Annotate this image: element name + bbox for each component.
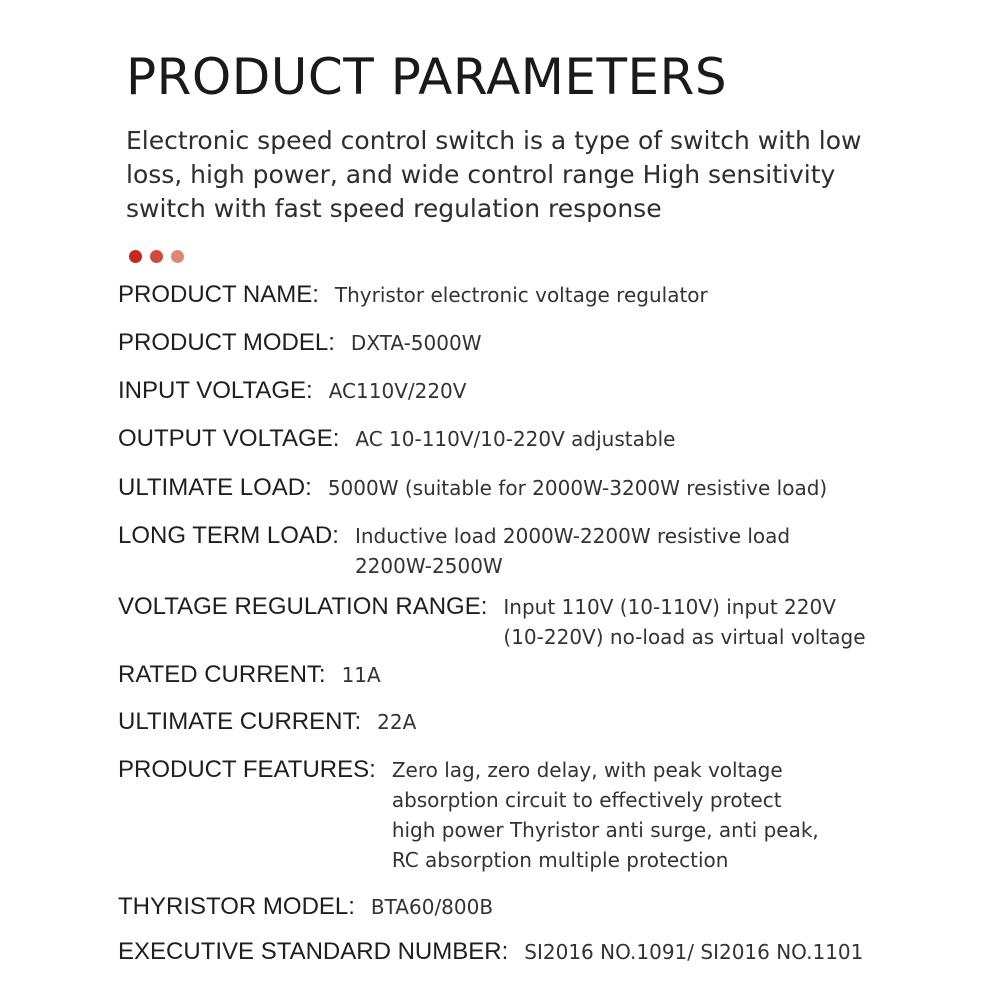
param-value-line: RC absorption multiple protection [391,848,729,872]
param-value-line: Thyristor electronic voltage regulator [334,283,708,307]
param-value-line: AC 10-110V/10-220V adjustable [355,427,676,451]
param-row-long-term-load [118,521,790,581]
param-value-line: absorption circuit to effectively protect [391,788,782,812]
intro-paragraph: Electronic speed control switch is a type of switch with low loss, high power, and wide control range High sensitivity switch with fast speed regulation response [126,126,862,223]
param-value-line: 5000W (suitable for 2000W-3200W resistive load) [327,476,828,500]
param-label: THYRISTOR MODEL: [118,893,355,920]
param-label: INPUT VOLTAGE: [118,377,313,404]
param-row-product-features [118,755,819,875]
param-row-thyristor-model [118,892,493,922]
dot-icon [150,250,163,263]
param-value [524,937,863,967]
dot-icon [171,250,184,263]
param-value [351,328,482,358]
param-label: EXECUTIVE STANDARD NUMBER: [118,938,509,965]
param-row-voltage-regulation-range [118,592,866,652]
param-value-line: Inductive load 2000W-2200W resistive load [354,524,791,548]
param-value-line: DXTA-5000W [350,331,482,355]
param-label: VOLTAGE REGULATION RANGE: [118,593,488,620]
param-value-line: Input 110V (10-110V) input 220V [503,595,836,619]
param-label: ULTIMATE CURRENT: [118,708,362,735]
param-value-line: Zero lag, zero delay, with peak voltage [391,758,783,782]
param-row-executive-standard-number [118,937,863,967]
param-label: ULTIMATE LOAD: [118,474,312,501]
param-value-line: BTA60/800B [370,895,494,919]
param-row-product-model [118,328,481,358]
param-value-line: AC110V/220V [328,379,467,403]
param-row-input-voltage [118,376,466,406]
param-label: PRODUCT MODEL: [118,329,335,356]
param-value-line: (10-220V) no-load as virtual voltage [503,625,866,649]
param-label: PRODUCT FEATURES: [118,756,376,783]
param-value [355,424,675,454]
param-value [371,892,493,922]
param-value [329,376,467,406]
param-value [503,592,865,652]
param-value [342,660,381,690]
param-value-line: SI2016 NO.1091/ SI2016 NO.1101 [524,940,864,964]
param-value [392,755,819,875]
param-row-output-voltage [118,424,675,454]
param-value-line: high power Thyristor anti surge, anti peak, [391,818,819,842]
param-label: OUTPUT VOLTAGE: [118,425,340,452]
param-value [355,521,790,581]
param-label: RATED CURRENT: [118,661,326,688]
param-row-rated-current [118,660,381,690]
param-label: PRODUCT NAME: [118,281,319,308]
param-row-ultimate-load [118,473,827,503]
param-value-line: 2200W-2500W [354,554,503,578]
param-value [377,707,416,737]
decorative-dots [129,250,184,263]
param-value-line: 11A [341,663,381,687]
param-value [335,280,708,310]
param-value-line: 22A [377,710,417,734]
param-row-product-name [118,280,708,310]
dot-icon [129,250,142,263]
page-title: PRODUCT PARAMETERS [126,48,728,106]
param-label: LONG TERM LOAD: [118,522,339,549]
param-row-ultimate-current [118,707,416,737]
param-value [328,473,827,503]
